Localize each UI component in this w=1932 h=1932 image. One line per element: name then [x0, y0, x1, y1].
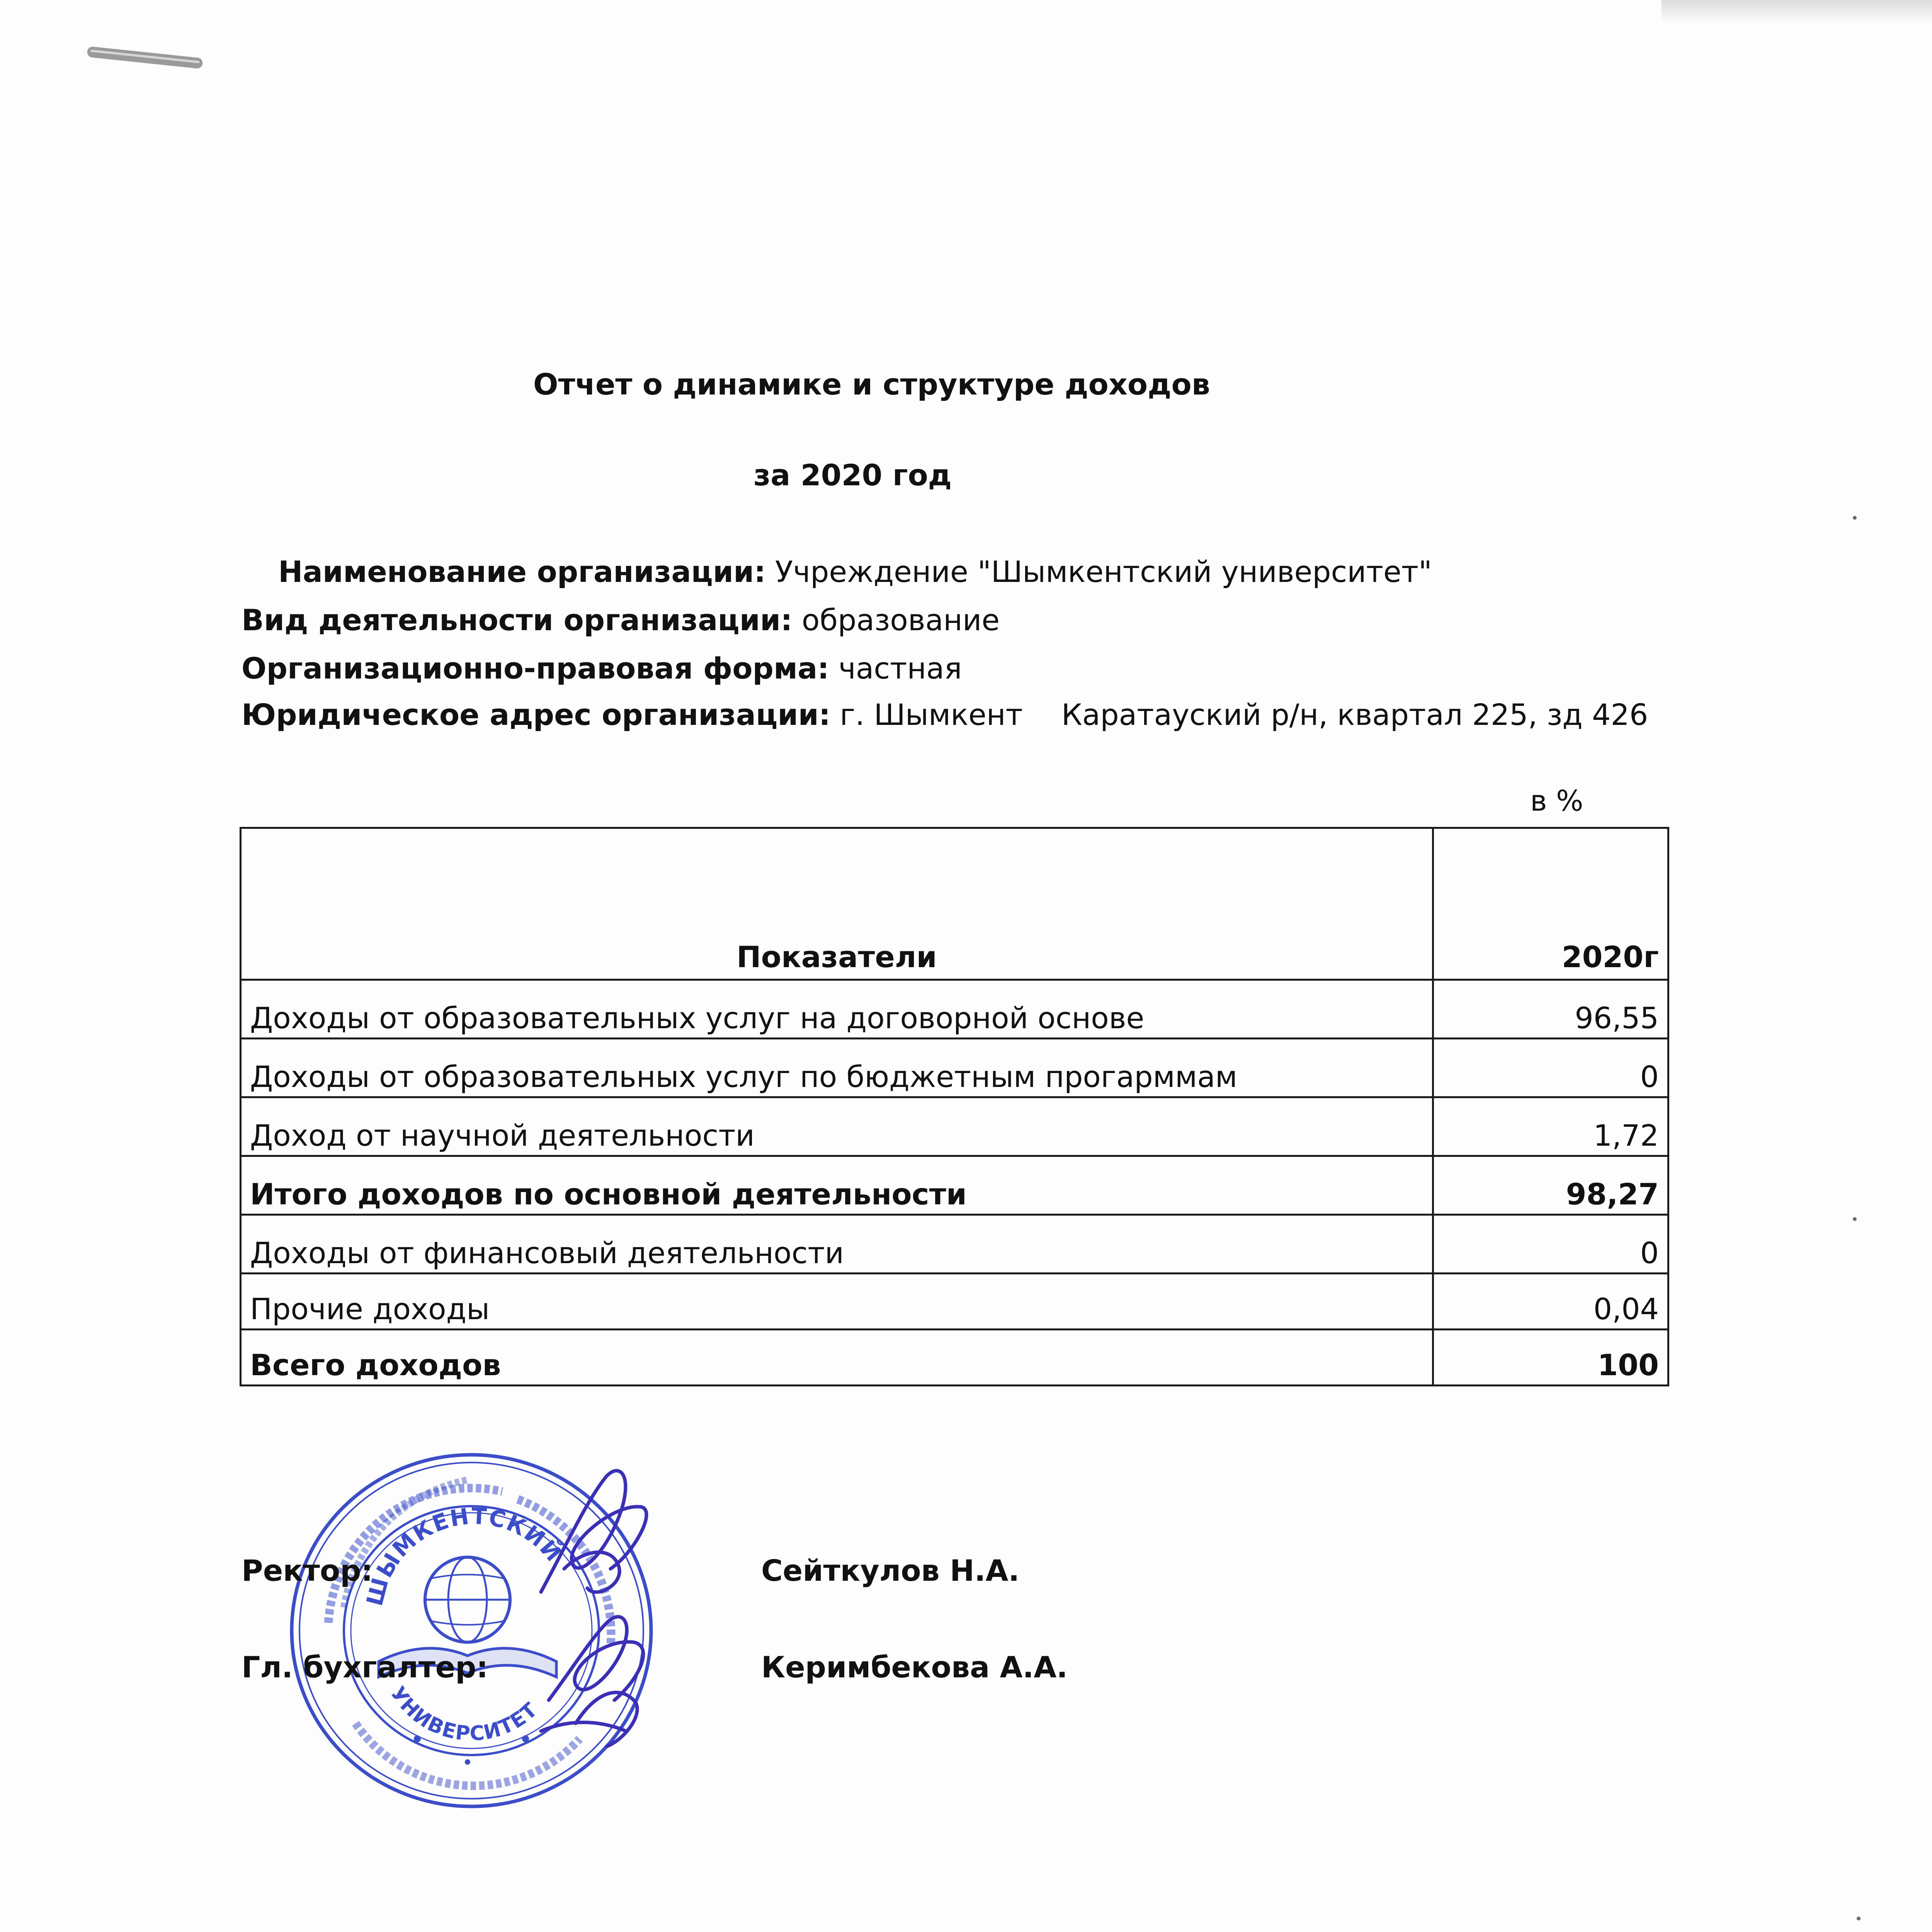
table-row-total — [241, 1330, 1668, 1386]
rector-signature — [518, 1453, 696, 1777]
org-legal-form-label: Организационно-правовая форма: — [242, 651, 829, 685]
org-name-label: Наименование организации: — [278, 554, 766, 589]
org-name-line — [278, 554, 1432, 589]
table-unit: в % — [1530, 784, 1583, 818]
seal-text-bottom: УНИВЕРСИТЕТ — [386, 1682, 543, 1746]
row-label: Прочие доходы — [241, 1274, 1433, 1330]
scan-speck — [1857, 1917, 1861, 1920]
table-header-row — [241, 828, 1668, 980]
document-period: за 2020 год — [753, 458, 952, 492]
scan-shadow — [1662, 0, 1932, 23]
rector-label: Ректор: — [242, 1553, 373, 1588]
row-label: Доходы от образовательных услуг на договорной основе — [241, 980, 1433, 1039]
document-title: Отчет о динамике и структуре доходов — [533, 367, 1210, 401]
org-activity-line — [242, 603, 1000, 637]
header-indicators: Показатели — [241, 828, 1433, 980]
scan-speck — [1853, 516, 1857, 520]
table-row-subtotal — [241, 1156, 1668, 1215]
chief-accountant-name: Керимбекова А.А. — [761, 1650, 1068, 1684]
row-value: 1,72 — [1433, 1097, 1668, 1156]
table-row — [241, 980, 1668, 1039]
org-address-city: г. Шымкент — [840, 697, 1023, 732]
scan-speck — [1853, 1217, 1857, 1221]
row-value: 96,55 — [1433, 980, 1668, 1039]
org-legal-form-line — [242, 651, 962, 685]
rector-name: Сейткулов Н.А. — [761, 1553, 1020, 1588]
row-value: 100 — [1433, 1330, 1668, 1386]
row-label: Доход от научной деятельности — [241, 1097, 1433, 1156]
seal-text-top: ШЫМКЕНТСКИЙ — [361, 1503, 568, 1609]
org-activity-label: Вид деятельности организации: — [242, 603, 793, 637]
table-row — [241, 1097, 1668, 1156]
header-year: 2020г — [1433, 828, 1668, 980]
income-table — [240, 827, 1669, 1386]
table-row — [241, 1215, 1668, 1274]
row-value: 0,04 — [1433, 1274, 1668, 1330]
row-value: 0 — [1433, 1215, 1668, 1274]
row-label: Итого доходов по основной деятельности — [241, 1156, 1433, 1215]
row-label: Доходы от финансовый деятельности — [241, 1215, 1433, 1274]
row-value: 98,27 — [1433, 1156, 1668, 1215]
row-label: Доходы от образовательных услуг по бюджетным прогарммам — [241, 1039, 1433, 1097]
row-value: 0 — [1433, 1039, 1668, 1097]
org-address-label: Юридическое адрес организации: — [242, 697, 831, 732]
org-name-value: Учреждение "Шымкентский университет" — [775, 554, 1432, 589]
org-address-street: Каратауский р/н, квартал 225, зд 426 — [1061, 697, 1648, 732]
org-activity-value: образование — [801, 603, 1000, 637]
org-address-line — [242, 697, 1648, 732]
table-row — [241, 1274, 1668, 1330]
org-legal-form-value: частная — [838, 651, 962, 685]
row-label: Всего доходов — [241, 1330, 1433, 1386]
scan-artifact — [87, 46, 203, 69]
table-row — [241, 1039, 1668, 1097]
chief-accountant-label: Гл. бухгалтер: — [242, 1650, 488, 1684]
